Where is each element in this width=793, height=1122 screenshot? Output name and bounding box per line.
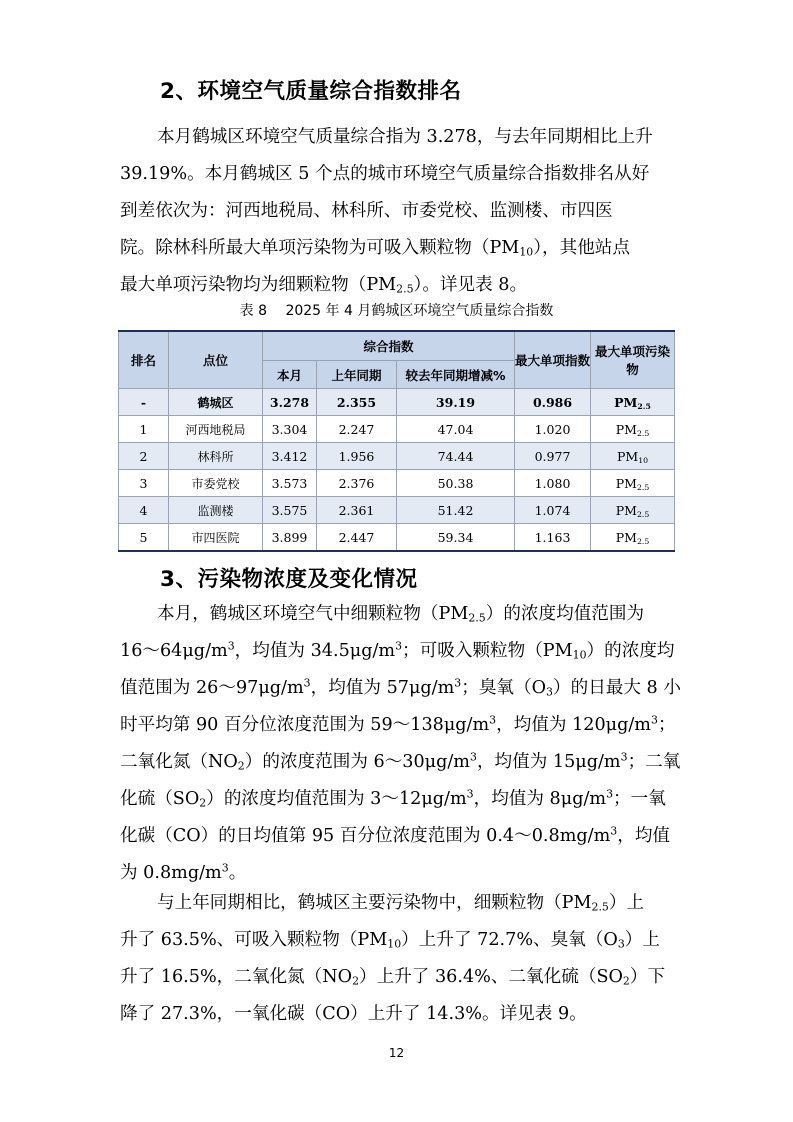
paragraph-line: 降了 27.3%，一氧化碳（CO）上升了 14.3%。详见表 9。 <box>120 1004 587 1024</box>
col-header-max-pollutant: 最大单项污染物 <box>591 331 675 389</box>
cell-max-pollutant: $PM_{2.5}$ <box>591 497 675 524</box>
paragraph-line: 39.19%。本月鹤城区 5 个点的城市环境空气质量综合指数排名从好 <box>120 164 650 184</box>
cell-max-pollutant: $PM_{2.5}$ <box>591 470 675 497</box>
cell-this-month: 3.304 <box>263 416 317 443</box>
cell-this-month: 3.575 <box>263 497 317 524</box>
ranking-paragraph <box>120 119 676 304</box>
cell-this-month: 3.899 <box>263 524 317 552</box>
cell-last-year: 2.361 <box>317 497 397 524</box>
cell-change: 39.19 <box>397 389 515 416</box>
cell-rank: 1 <box>119 416 169 443</box>
col-header-this-month: 本月 <box>263 361 317 389</box>
cell-rank: 3 <box>119 470 169 497</box>
cell-max-pollutant: $PM_{10}$ <box>591 443 675 470</box>
cell-last-year: 2.447 <box>317 524 397 552</box>
comparison-paragraph <box>120 885 676 1033</box>
cell-last-year: 2.376 <box>317 470 397 497</box>
cell-max-pollutant: $PM_{2.5}$ <box>591 389 675 416</box>
paragraph-line: 为 $0.8mg/m^3$。 <box>120 861 247 883</box>
table-row <box>119 416 675 443</box>
section-2-heading: 2、环境空气质量综合指数排名 <box>160 79 462 104</box>
cell-rank: 4 <box>119 497 169 524</box>
table-row <box>119 524 675 552</box>
col-header-change: 较去年同期增减% <box>397 361 515 389</box>
air-quality-index-table <box>118 330 675 552</box>
cell-site: 监测楼 <box>169 497 263 524</box>
cell-change: 59.34 <box>397 524 515 552</box>
cell-last-year: 2.355 <box>317 389 397 416</box>
table-row <box>119 470 675 497</box>
cell-this-month: 3.412 <box>263 443 317 470</box>
cell-max-pollutant: $PM_{2.5}$ <box>591 416 675 443</box>
paragraph-line: 时平均第 90 百分位浓度范围为 $59\sim 138\mu g/m^3$，均值为 $120\mu g/m^3$； <box>120 713 676 735</box>
paragraph-line: 本月，鹤城区环境空气中细颗粒物$(PM_{2.5})$的浓度均值范围为 <box>157 604 645 625</box>
paragraph-line: 二氧化氮$(NO_2)$的浓度范围为 $6\sim 30\mu g/m^3$，均值为 $15\mu g/m^3$；二氧 <box>120 750 681 773</box>
paragraph-line: 值范围为 $26\sim 97\mu g/m^3$，均值为 $57\mu g/m^3$；臭氧$(O_3)$的日最大 8 小 <box>120 676 681 699</box>
cell-change: 47.04 <box>397 416 515 443</box>
concentration-paragraph <box>120 596 681 892</box>
cell-site: 林科所 <box>169 443 263 470</box>
cell-this-month: 3.573 <box>263 470 317 497</box>
paragraph-line: 升了 16.5%，二氧化氮$(NO_2)$上升了 36.4%、二氧化硫$(SO_2)$下 <box>120 967 666 988</box>
cell-site: 市四医院 <box>169 524 263 552</box>
col-header-max-index: 最大单项指数 <box>515 331 591 389</box>
table-row <box>119 389 675 416</box>
paragraph-line: 本月鹤城区环境空气质量综合指为 3.278，与去年同期相比上升 <box>157 127 653 147</box>
paragraph-line: 到差依次为：河西地税局、林科所、市委党校、监测楼、市四医 <box>120 201 613 221</box>
col-header-rank: 排名 <box>119 331 169 389</box>
cell-max-pollutant: $PM_{2.5}$ <box>591 524 675 552</box>
table-row <box>119 497 675 524</box>
cell-max-index: 0.977 <box>515 443 591 470</box>
cell-max-index: 0.986 <box>515 389 591 416</box>
cell-site: 鹤城区 <box>169 389 263 416</box>
cell-max-index: 1.163 <box>515 524 591 552</box>
cell-this-month: 3.278 <box>263 389 317 416</box>
paragraph-line: 与上年同期相比，鹤城区主要污染物中，细颗粒物$(PM_{2.5})$上 <box>157 893 645 914</box>
cell-change: 51.42 <box>397 497 515 524</box>
cell-site: 河西地税局 <box>169 416 263 443</box>
paragraph-line: 化碳（CO）的日均值第 95 百分位浓度范围为 $0.4\sim 0.8mg/m^3$，均值 <box>120 824 671 846</box>
cell-rank: 5 <box>119 524 169 552</box>
col-header-index-group: 综合指数 <box>263 331 515 361</box>
col-header-site: 点位 <box>169 331 263 389</box>
cell-rank: - <box>119 389 169 416</box>
cell-rank: 2 <box>119 443 169 470</box>
cell-max-index: 1.020 <box>515 416 591 443</box>
table-caption: 表 8 2025 年 4 月鹤城区环境空气质量综合指数 <box>239 303 554 319</box>
paragraph-line: 升了 63.5%、可吸入颗粒物$(PM_{10})$上升了 72.7%、臭氧$(O_3)$上 <box>120 930 660 951</box>
page-number: 12 <box>388 1046 405 1060</box>
cell-site: 市委党校 <box>169 470 263 497</box>
table-row <box>119 443 675 470</box>
paragraph-line: 院。除林科所最大单项污染物为可吸入颗粒物$(PM_{10})$，其他站点 <box>120 238 630 259</box>
cell-change: 50.38 <box>397 470 515 497</box>
cell-change: 74.44 <box>397 443 515 470</box>
cell-last-year: 1.956 <box>317 443 397 470</box>
paragraph-line: 化硫$(SO_2)$的浓度均值范围为 $3\sim 12\mu g/m^3$，均值为 $8\mu g/m^3$；一氧 <box>120 787 666 810</box>
section-3-heading: 3、污染物浓度及变化情况 <box>160 567 418 592</box>
paragraph-line: 最大单项污染物均为细颗粒物$(PM_{2.5})$。详见表 8。 <box>120 275 528 296</box>
paragraph-line: $16\sim 64\mu g/m^3$，均值为 $34.5\mu g/m^3$；可吸入颗粒物$(PM_{10})$的浓度均 <box>120 639 675 662</box>
col-header-last-year: 上年同期 <box>317 361 397 389</box>
cell-max-index: 1.080 <box>515 470 591 497</box>
cell-max-index: 1.074 <box>515 497 591 524</box>
cell-last-year: 2.247 <box>317 416 397 443</box>
